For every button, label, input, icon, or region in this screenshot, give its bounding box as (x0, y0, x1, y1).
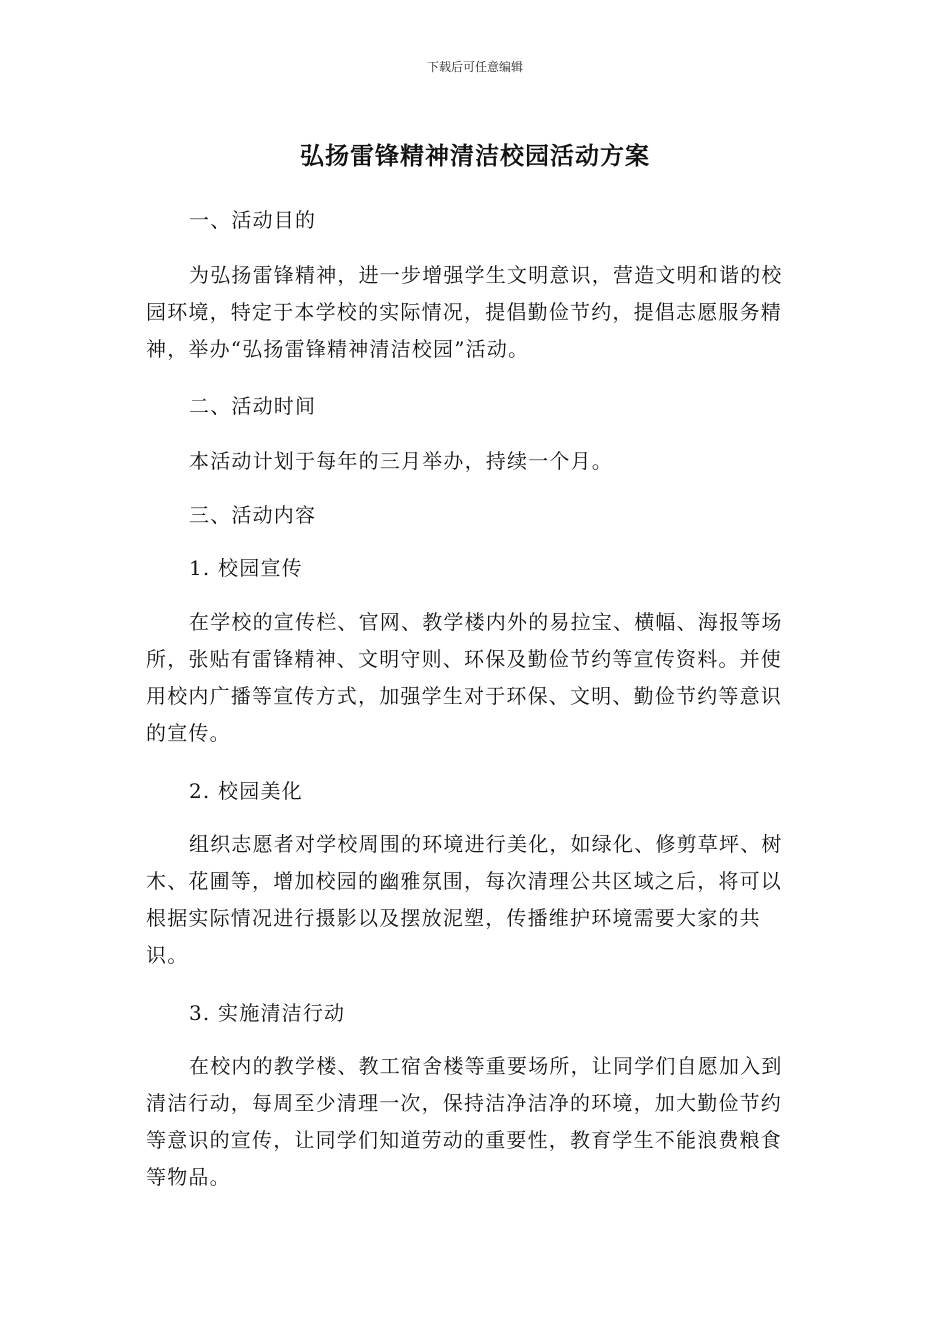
section-2-heading: 二、活动时间 (189, 394, 317, 418)
item-3-heading: 3. 实施清洁行动 (189, 1001, 346, 1025)
item-1-heading: 1. 校园宣传 (189, 556, 303, 580)
header-note: 下载后可任意编辑 (426, 60, 523, 74)
item-1-paragraph: 在学校的宣传栏、官网、教学楼内外的易拉宝、横幅、海报等场所，张贴有雷锋精神、文明守则、环保及勤俭节约等宣传资料。并使用校内广播等宣传方式，加强学生对于环保、文明、勤俭节约等意识的宣传。 (146, 610, 783, 745)
section-3-heading: 三、活动内容 (189, 503, 317, 527)
section-1-paragraph: 为弘扬雷锋精神，进一步增强学生文明意识，营造文明和谐的校园环境，特定于本学校的实际情况，提倡勤俭节约，提倡志愿服务精神，举办“弘扬雷锋精神清洁校园”活动。 (146, 263, 783, 361)
item-2-paragraph: 组织志愿者对学校周围的环境进行美化，如绿化、修剪草坪、树木、花圃等，增加校园的幽雅氛围，每次清理公共区域之后，将可以根据实际情况进行摄影以及摆放泥塑，传播维护环境需要大家的共识。 (146, 832, 783, 967)
item-2-heading: 2. 校园美化 (189, 779, 303, 803)
item-3-paragraph: 在校内的教学楼、教工宿舍楼等重要场所，让同学们自愿加入到清洁行动，每周至少清理一次，保持洁净洁净的环境，加大勤俭节约等意识的宣传，让同学们知道劳动的重要性，教育学生不能浪费粮食等物品。 (146, 1054, 783, 1189)
document-title: 弘扬雷锋精神清洁校园活动方案 (300, 142, 650, 170)
section-1-heading: 一、活动目的 (189, 208, 317, 232)
section-2-paragraph: 本活动计划于每年的三月举办，持续一个月。 (189, 449, 613, 473)
